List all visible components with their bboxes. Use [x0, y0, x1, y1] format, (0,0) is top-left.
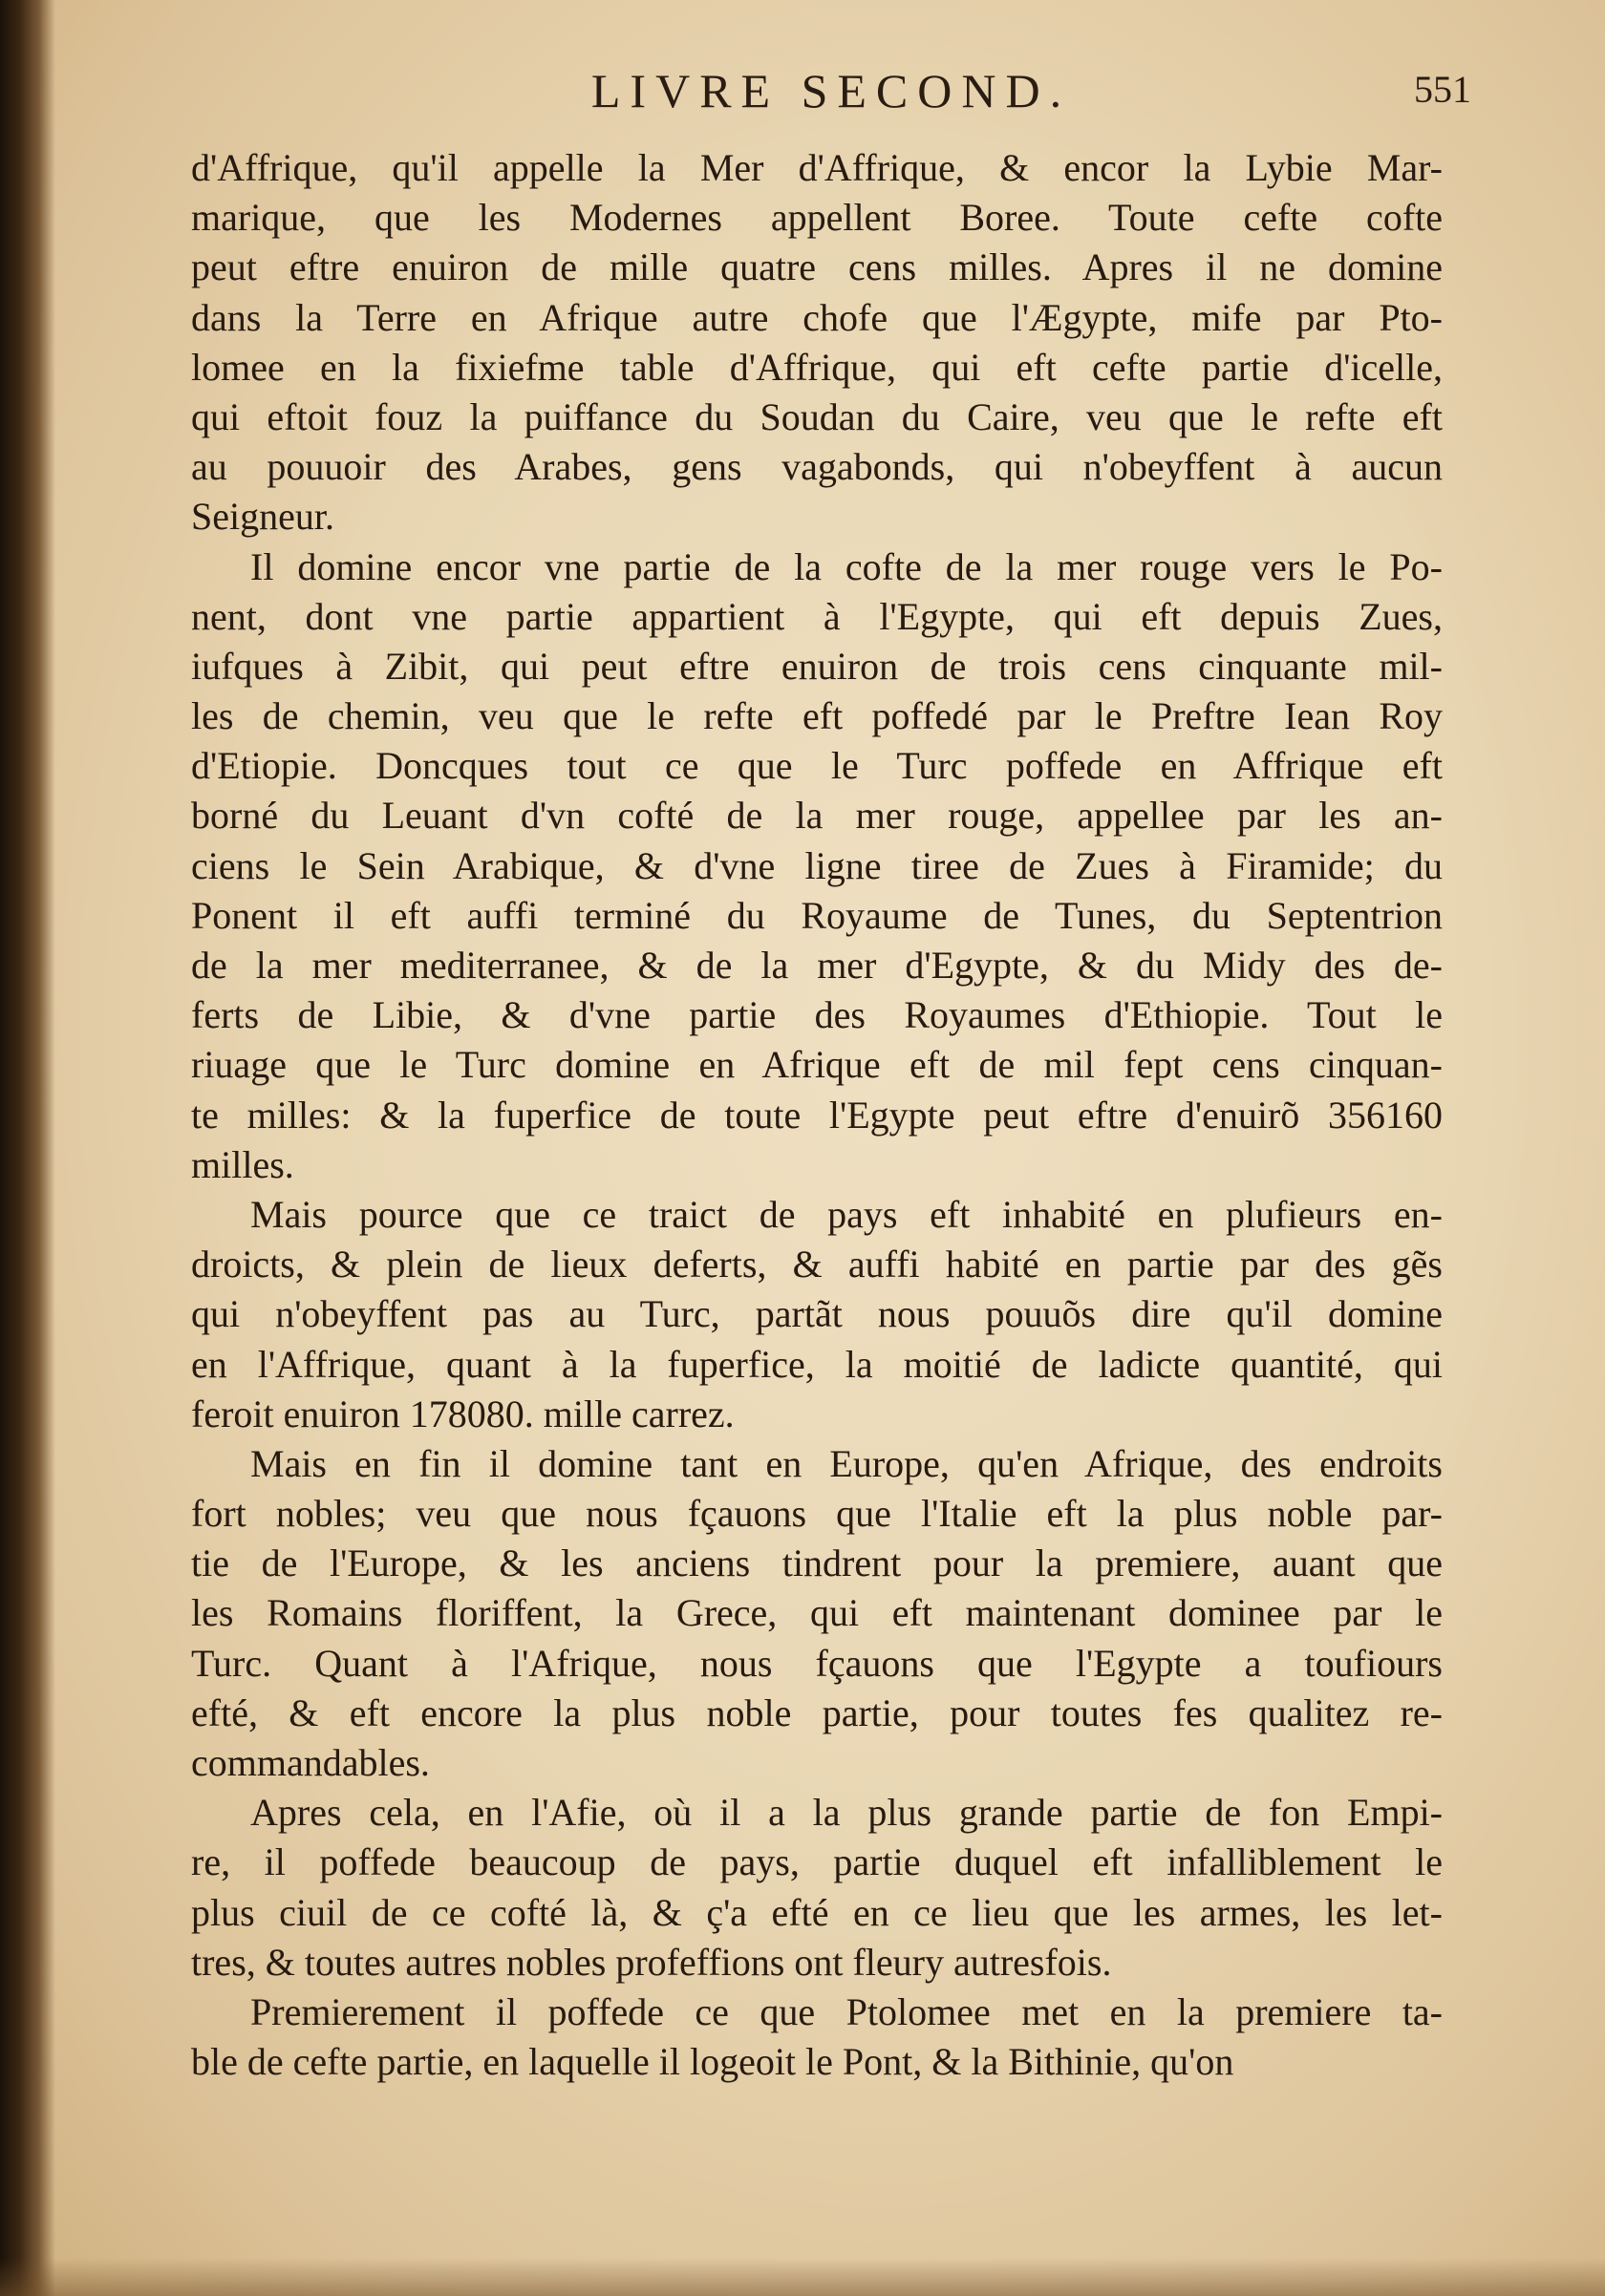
text-line: Mais pource que ce traict de pays eft inhabité en plufieurs en-: [250, 1192, 1443, 1236]
text-line: ble de cefte partie, en laquelle il logeoit le Pont, & la Bithinie, qu'on: [191, 2040, 1234, 2084]
text-line: commandables.: [191, 1741, 430, 1784]
page-header: [191, 63, 1471, 130]
text-line: droicts, & plein de lieux deferts, & auffi habité en partie par des gẽs: [191, 1243, 1443, 1286]
paragraph: [191, 143, 1443, 542]
page-bottom-edge: [0, 2258, 1605, 2296]
text-line: feroit enuiron 178080. mille carrez.: [191, 1392, 735, 1435]
text-line: te milles: & la fuperfice de toute l'Egypte peut eftre d'enuirõ 356160: [191, 1093, 1443, 1137]
text-line: au pouuoir des Arabes, gens vagabonds, qui n'obeyffent à aucun: [191, 445, 1443, 489]
text-line: riuage que le Turc domine en Afrique eft de mil fept cens cinquan-: [191, 1043, 1443, 1087]
page-number: 551: [1414, 68, 1471, 111]
text-line: qui n'obeyffent pas au Turc, partãt nous pouuõs dire qu'il domine: [191, 1292, 1443, 1336]
text-line: d'Affrique, qu'il appelle la Mer d'Affrique, & encor la Lybie Mar-: [191, 146, 1443, 189]
text-line: ferts de Libie, & d'vne partie des Royaumes d'Ethiopie. Tout le: [191, 993, 1443, 1037]
text-line: tie de l'Europe, & les anciens tindrent pour la premiere, auant que: [191, 1541, 1443, 1585]
text-line: Seigneur.: [191, 495, 334, 539]
text-line: d'Etiopie. Doncques tout ce que le Turc poffede en Affrique eft: [191, 744, 1443, 788]
text-line: Turc. Quant à l'Afrique, nous fçauons que l'Egypte a toufiours: [191, 1641, 1443, 1685]
paragraph: [191, 1190, 1443, 1439]
paragraph: [191, 542, 1443, 1190]
text-line: tres, & toutes autres nobles profeffions ont fleury autresfois.: [191, 1940, 1112, 1984]
text-line: nent, dont vne partie appartient à l'Egypte, qui eft depuis Zues,: [191, 594, 1443, 638]
text-line: Premierement il poffede ce que Ptolomee met en la premiere ta-: [250, 1989, 1443, 2033]
paragraph: [191, 1439, 1443, 1788]
text-line: efté, & eft encore la plus noble partie, pour toutes fes qualitez re-: [191, 1690, 1443, 1734]
text-line: les de chemin, veu que le refte eft poffedé par le Preftre Iean Roy: [191, 694, 1443, 738]
page-gutter-shadow: [0, 0, 55, 2296]
paragraph: [191, 1988, 1443, 2087]
text-line: Ponent il eft auffi terminé du Royaume de Tunes, du Septentrion: [191, 893, 1443, 937]
text-line: iufques à Zibit, qui peut eftre enuiron de trois cens cinquante mil-: [191, 644, 1443, 688]
text-line: les Romains floriffent, la Grece, qui eft maintenant dominee par le: [191, 1591, 1443, 1635]
text-line: lomee en la fixiefme table d'Affrique, qui eft cefte partie d'icelle,: [191, 345, 1443, 389]
text-line: re, il poffede beaucoup de pays, partie duquel eft infalliblement le: [191, 1840, 1443, 1884]
text-line: milles.: [191, 1142, 294, 1186]
text-line: ciens le Sein Arabique, & d'vne ligne tiree de Zues à Firamide; du: [191, 843, 1443, 887]
text-line: peut eftre enuiron de mille quatre cens milles. Apres il ne domine: [191, 245, 1443, 289]
paragraph: [191, 1788, 1443, 1988]
text-line: fort nobles; veu que nous fçauons que l'Italie eft la plus noble par-: [191, 1492, 1443, 1536]
text-line: dans la Terre en Afrique autre chofe que l'Ægypte, mife par Pto-: [191, 295, 1443, 339]
text-line: borné du Leuant d'vn cofté de la mer rouge, appellee par les an-: [191, 794, 1443, 838]
text-line: de la mer mediterranee, & de la mer d'Egypte, & du Midy des de-: [191, 944, 1443, 987]
text-line: Apres cela, en l'Afie, où il a la plus grande partie de fon Empi-: [250, 1791, 1443, 1835]
body-text: [191, 143, 1443, 2087]
text-line: marique, que les Modernes appellent Boree. Toute cefte cofte: [191, 196, 1443, 240]
text-line: plus ciuil de ce cofté là, & ç'a efté en ce lieu que les armes, les let-: [191, 1890, 1443, 1934]
text-line: en l'Affrique, quant à la fuperfice, la moitié de ladicte quantité, qui: [191, 1342, 1443, 1386]
running-title: LIVRE SECOND.: [590, 64, 1072, 117]
text-line: Il domine encor vne partie de la cofte de la mer rouge vers le Po-: [250, 544, 1443, 588]
text-line: qui eftoit fouz la puiffance du Soudan du Caire, veu que le refte eft: [191, 394, 1443, 438]
text-line: Mais en fin il domine tant en Europe, qu'en Afrique, des endroits: [250, 1441, 1443, 1485]
